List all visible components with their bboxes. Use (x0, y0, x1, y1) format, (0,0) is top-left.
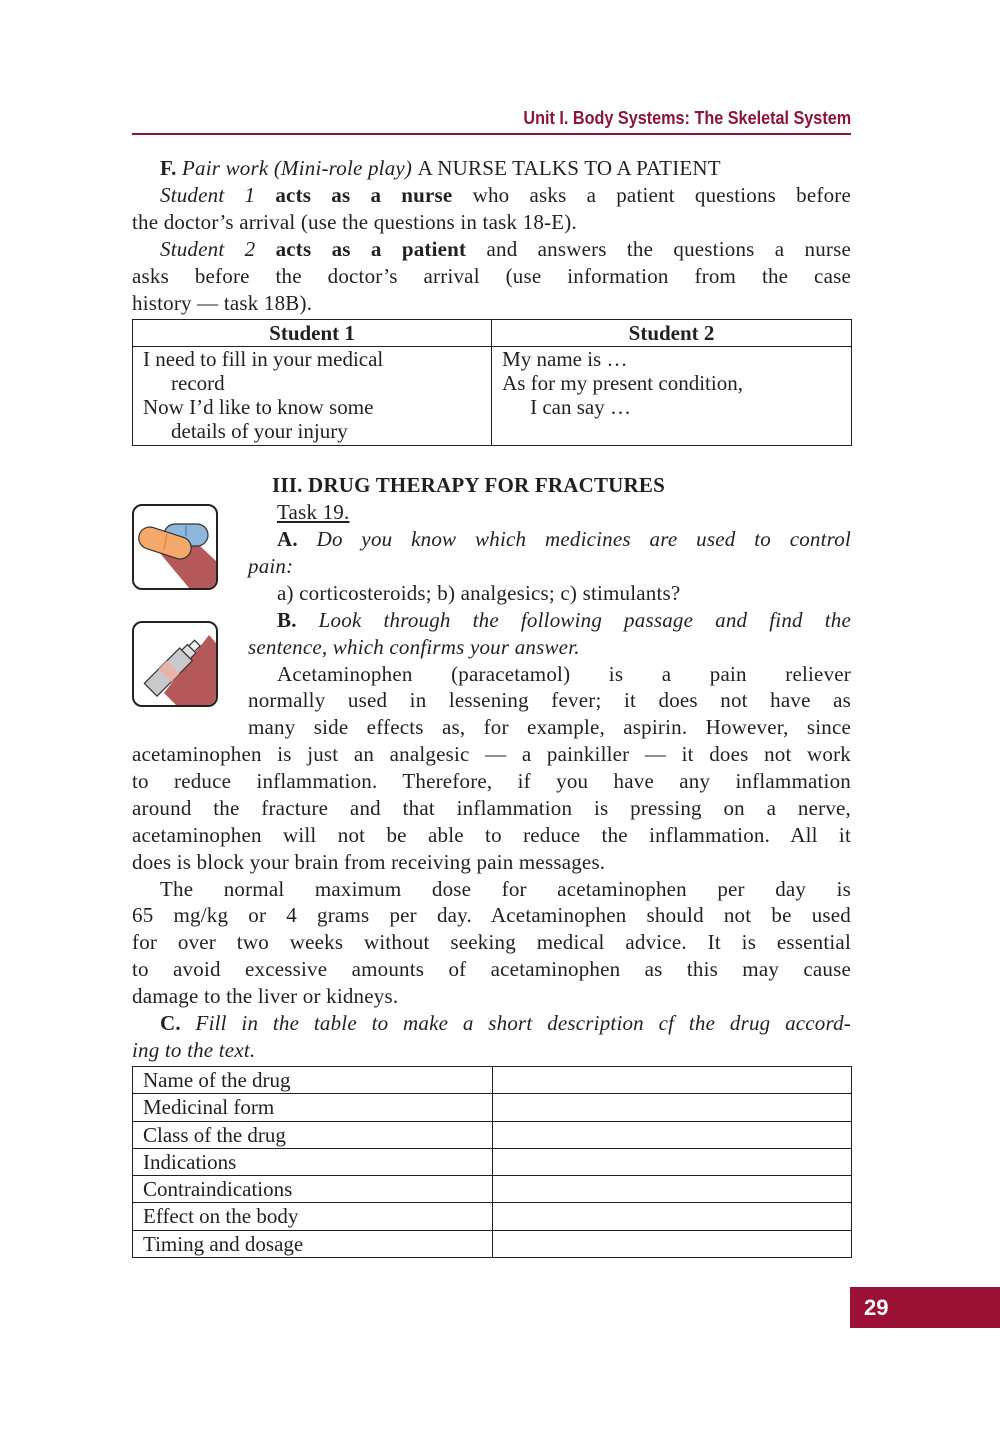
answer-cell[interactable] (492, 1176, 852, 1203)
text-segment: who asks a patient questions before (452, 183, 851, 207)
row-label: Indications (133, 1148, 493, 1175)
phrase: As for my present condition, (502, 371, 743, 395)
text-line (277, 580, 851, 606)
column-header: Student 2 (492, 320, 852, 347)
text-segment: to avoid excessive amounts of acetaminophen as this may cause (132, 957, 851, 981)
row-label: Medicinal form (133, 1094, 493, 1121)
text-segment: asks before the doctor’s arrival (use information from the case (132, 264, 851, 288)
table-row (133, 1230, 852, 1257)
text-segment: Student 1 (160, 183, 276, 207)
text-line (277, 526, 851, 552)
answer-cell[interactable] (492, 1230, 852, 1257)
phrase: record (171, 371, 225, 395)
answer-cell[interactable] (492, 1094, 852, 1121)
table-row (133, 1094, 852, 1121)
text-segment: F. (160, 156, 182, 180)
column-header: Student 1 (133, 320, 492, 347)
text-line (277, 661, 851, 687)
text-segment: The normal maximum dose for acetaminophen per day is (160, 877, 851, 901)
text-segment: normally used in lessening fever; it does not have as (248, 688, 851, 712)
phrase: My name is … (502, 347, 628, 371)
text-line (248, 687, 851, 713)
student2-phrases (492, 347, 852, 446)
row-label: Class of the drug (133, 1121, 493, 1148)
text-segment: 65 mg/kg or 4 grams per day. Acetaminophen should not be used (132, 903, 851, 927)
phrase: Now I’d like to know some (143, 395, 374, 419)
text-segment: Student 2 (160, 237, 276, 261)
text-segment: for over two weeks without seeking medical advice. It is essential (132, 930, 851, 954)
text-line (132, 1037, 851, 1063)
header-rule (132, 133, 851, 135)
text-segment: ing to the text. (132, 1038, 256, 1062)
drug-description-table (132, 1066, 852, 1258)
text-segment: acetaminophen will not be able to reduce the inflammation. All it (132, 823, 851, 847)
text-segment: acts as a nurse (275, 183, 453, 207)
text-line (248, 553, 851, 579)
text-line (277, 607, 851, 633)
text-segment: to reduce inflammation. Therefore, if you have any inflammation (132, 769, 851, 793)
text-segment: A. (277, 527, 317, 551)
running-header: Unit I. Body Systems: The Skeletal System (523, 108, 851, 128)
phrase: I can say … (530, 395, 631, 419)
text-line (132, 741, 851, 767)
student1-phrases (133, 347, 492, 446)
table-row (133, 1148, 852, 1175)
roleplay-table (132, 319, 852, 446)
text-segment: acts as a patient (275, 237, 467, 261)
text-segment: A NURSE TALKS TO A PATIENT (417, 156, 721, 180)
text-segment: and answers the questions a nurse (466, 237, 851, 261)
text-line (160, 236, 851, 262)
text-segment: many side effects as, for example, aspirin. However, since (248, 715, 851, 739)
text-line (132, 795, 851, 821)
answer-cell[interactable] (492, 1203, 852, 1230)
text-segment: does is block your brain from receiving pain messages. (132, 850, 606, 874)
pills-icon (132, 504, 218, 590)
text-segment: the doctor’s arrival (use the questions in task 18-E). (132, 210, 577, 234)
text-segment: damage to the liver or kidneys. (132, 984, 399, 1008)
text-segment: history — task 18B). (132, 291, 313, 315)
text-line (132, 822, 851, 848)
row-label: Timing and dosage (133, 1230, 493, 1257)
text-line (132, 902, 851, 928)
phrase: I need to fill in your medical (143, 347, 384, 371)
text-segment: B. (277, 608, 319, 632)
text-line (132, 263, 851, 289)
text-line (132, 290, 851, 316)
text-line (132, 956, 851, 982)
table-row (133, 1203, 852, 1230)
text-line (160, 876, 851, 902)
text-segment: Look through the following passage and find the (318, 608, 851, 632)
text-segment: around the fracture and that inflammation is pressing on a nerve, (132, 796, 851, 820)
phrase: details of your injury (171, 419, 348, 443)
answer-cell[interactable] (492, 1067, 852, 1094)
text-segment: Fill in the table to make a short description cf the drug accord- (195, 1011, 851, 1035)
text-line (132, 209, 851, 235)
text-line (132, 768, 851, 794)
text-segment: Pair work (Mini-role play) (182, 156, 418, 180)
answer-cell[interactable] (492, 1121, 852, 1148)
text-line (132, 849, 851, 875)
text-segment: C. (160, 1011, 196, 1035)
ointment-tube-icon (132, 621, 218, 707)
table-row (133, 1067, 852, 1094)
row-label: Name of the drug (133, 1067, 493, 1094)
table-row (133, 1121, 852, 1148)
text-line (248, 714, 851, 740)
page-number: 29 (864, 1295, 889, 1320)
text-segment: Do you know which medicines are used to control (316, 527, 851, 551)
text-line (160, 182, 851, 208)
task-label: Task 19. (277, 500, 350, 524)
text-line (248, 634, 851, 660)
text-segment: a) corticosteroids; b) analgesics; c) stimulants? (277, 581, 681, 605)
text-line (160, 1010, 851, 1036)
text-segment: pain: (248, 554, 294, 578)
row-label: Effect on the body (133, 1203, 493, 1230)
section-heading: III. DRUG THERAPY FOR FRACTURES (272, 473, 665, 497)
text-line (160, 155, 851, 181)
page-number-tab (850, 1287, 1000, 1328)
text-line (132, 983, 851, 1009)
text-line (132, 929, 851, 955)
table-row (133, 1176, 852, 1203)
text-segment: acetaminophen is just an analgesic — a painkiller — it does not work (132, 742, 851, 766)
text-segment: Acetaminophen (paracetamol) is a pain reliever (277, 662, 851, 686)
row-label: Contraindications (133, 1176, 493, 1203)
answer-cell[interactable] (492, 1148, 852, 1175)
text-segment: sentence, which confirms your answer. (248, 635, 580, 659)
